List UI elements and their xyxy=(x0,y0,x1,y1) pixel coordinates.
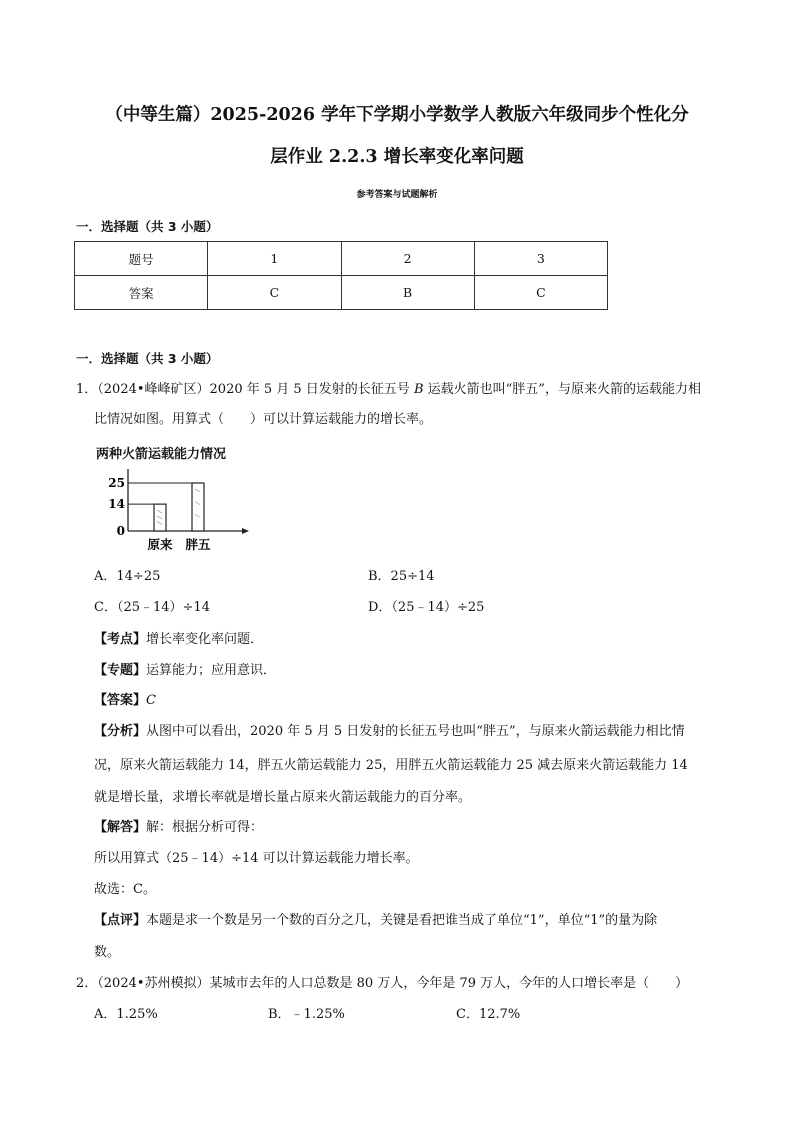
solution-line: 故选：C。 xyxy=(94,882,156,897)
analysis-line: 就是增长量，求增长率就是增长量占原来火箭运载能力的百分率。 xyxy=(94,790,472,805)
section-heading: 一．选择题（共 3 小题） xyxy=(76,351,219,366)
analysis-line: 【分析】从图中可以看出，2020 年 5 月 5 日发射的长征五号也叫“胖五”，与原来火箭运载能力相比情 xyxy=(94,724,685,739)
answer-cell: C xyxy=(208,276,341,310)
option-b: B．25÷14 xyxy=(368,569,435,584)
document-title-line2: 层作业 2.2.3 增长率变化率问题 xyxy=(270,147,524,167)
answer-cell: B xyxy=(341,276,474,310)
document-title-line1: （中等生篇）2025-2026 学年下学期小学数学人教版六年级同步个性化分 xyxy=(105,105,689,125)
option-b: B．﹣1.25% xyxy=(268,1007,345,1022)
answer-table xyxy=(74,241,608,310)
answer-cell: C xyxy=(474,276,607,310)
section-heading: 一．选择题（共 3 小题） xyxy=(76,219,219,234)
comment-line: 【点评】本题是求一个数是另一个数的百分之几，关键是看把谁当成了单位“1”，单位“1”的量为除 xyxy=(94,913,658,928)
kaodian-line: 【考点】增长率变化率问题． xyxy=(94,632,264,647)
question-1-stem-cont: 比情况如图。用算式（ ）可以计算运载能力的增长率。 xyxy=(94,412,433,427)
chart-title: 两种火箭运载能力情况 xyxy=(96,447,227,462)
chart-plot xyxy=(92,443,252,555)
option-c: C．12.7% xyxy=(456,1007,521,1022)
category-label: 原来 xyxy=(147,537,173,552)
table-row-label: 题号 xyxy=(75,242,208,276)
table-row xyxy=(75,242,608,276)
category-label: 胖五 xyxy=(185,537,211,552)
option-c: C．（25﹣14）÷14 xyxy=(94,600,210,615)
question-1-stem: 1．（2024•峰峰矿区）2020 年 5 月 5 日发射的长征五号 B 运载火箭也叫“胖五”，与原来火箭的运载能力相 xyxy=(76,382,701,397)
rocket-capacity-chart xyxy=(92,443,252,555)
y-tick-label: 25 xyxy=(108,476,125,490)
answer-line: 【答案】C xyxy=(94,693,156,708)
document-subtitle: 参考答案与试题解析 xyxy=(356,190,438,200)
solution-line: 【解答】解：根据分析可得： xyxy=(94,820,264,835)
question-number-cell: 1 xyxy=(208,242,341,276)
bar xyxy=(192,483,204,531)
option-a: A．1.25% xyxy=(94,1007,158,1022)
y-tick-label: 0 xyxy=(116,524,125,538)
comment-line: 数。 xyxy=(94,945,121,960)
option-d: D．（25﹣14）÷25 xyxy=(368,600,485,615)
question-number-cell: 3 xyxy=(474,242,607,276)
zhuanti-line: 【专题】运算能力；应用意识． xyxy=(94,663,277,678)
table-row xyxy=(75,276,608,310)
question-2-stem: 2．（2024•苏州模拟）某城市去年的人口总数是 80 万人，今年是 79 万人，今年的人口增长率是（ ） xyxy=(76,976,689,991)
option-a: A．14÷25 xyxy=(94,569,161,584)
solution-line: 所以用算式（25﹣14）÷14 可以计算运载能力增长率。 xyxy=(94,851,419,866)
question-number-cell: 2 xyxy=(341,242,474,276)
y-tick-label: 14 xyxy=(108,497,125,512)
table-row-label: 答案 xyxy=(75,276,208,310)
analysis-line: 况，原来火箭运载能力 14，胖五火箭运载能力 25，用胖五火箭运载能力 25 减去原来火箭运载能力 14 xyxy=(94,758,688,773)
x-axis-arrow xyxy=(242,528,249,534)
